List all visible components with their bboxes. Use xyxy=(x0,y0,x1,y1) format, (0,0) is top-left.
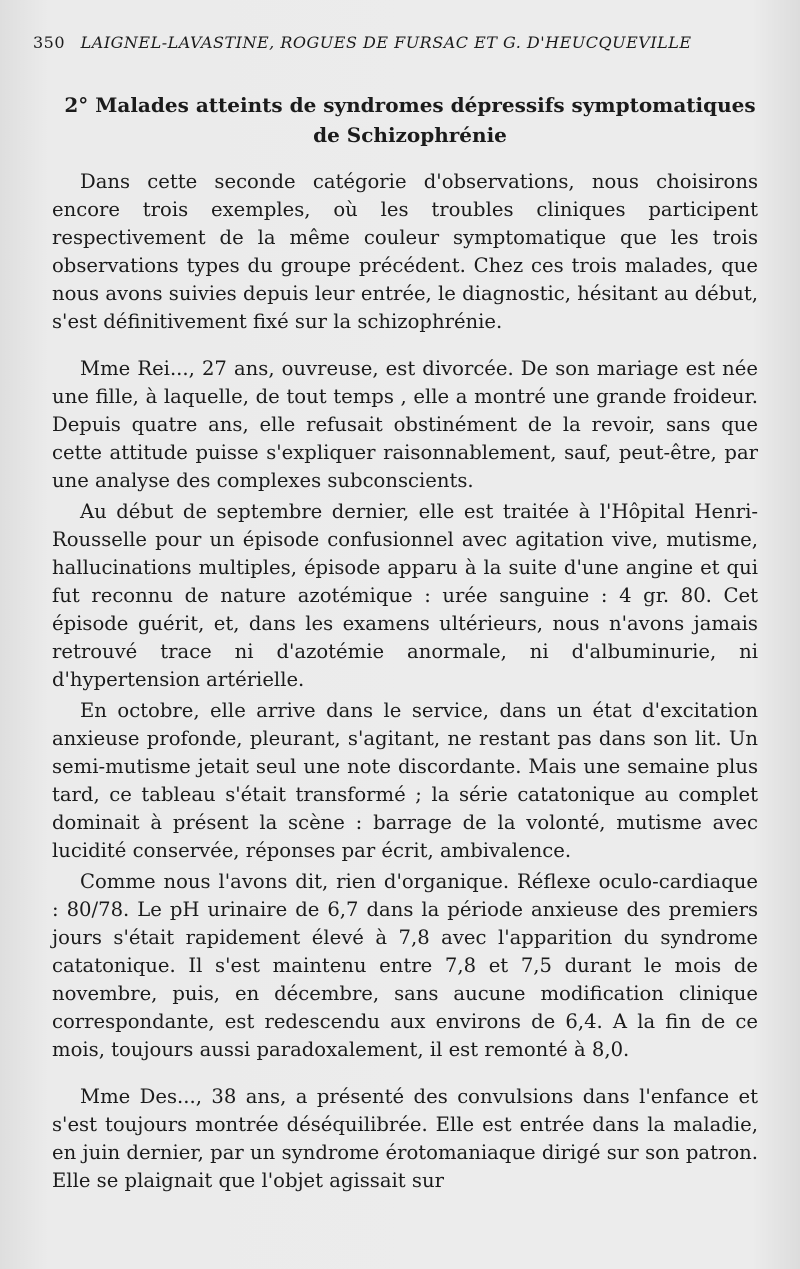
paragraph-intro: Dans cette seconde catégorie d'observations, nous choisirons encore trois exemples, où les troubles cliniques participent respectivement de la même couleur symptomatique que les trois observations types du groupe précédent. Chez ces trois malades, que nous avons suivies depuis leur entrée, le diagnostic, hésitant au début, s'est définitivement fixé sur la schizophrénie. xyxy=(52,170,758,333)
body-text xyxy=(52,168,758,1195)
page-number: 350 xyxy=(33,33,66,52)
running-title: LAIGNEL-LAVASTINE, ROGUES DE FURSAC ET G. D'HEUCQUEVILLE xyxy=(80,33,692,52)
section-heading-line-1: 2° Malades atteints de syndromes dépressifs symptomatiques xyxy=(64,93,756,117)
section-heading xyxy=(40,90,780,150)
paragraph-case-des-1: Mme Des..., 38 ans, a présenté des convulsions dans l'enfance et s'est toujours montrée déséquilibrée. Elle est entrée dans la maladie, en juin dernier, par un syndrome érotomaniaque dirigé sur son patron. Elle se plaignait que l'objet agissait sur xyxy=(52,1085,758,1192)
running-header xyxy=(33,33,763,52)
section-heading-line-2: de Schizophrénie xyxy=(313,123,507,147)
paragraph-case-rei-2: Au début de septembre dernier, elle est traitée à l'Hôpital Henri-Rousselle pour un épisode confusionnel avec agitation vive, mutisme, hallucinations multiples, épisode apparu à la suite d'une angine et qui fut reconnu de nature azotémique : urée sanguine : 4 gr. 80. Cet épisode guérit, et, dans les examens ultérieurs, nous n'avons jamais retrouvé trace ni d'azotémie anormale, ni d'albuminurie, ni d'hypertension artérielle. xyxy=(52,500,758,691)
paragraph-case-rei-1: Mme Rei..., 27 ans, ouvreuse, est divorcée. De son mariage est née une fille, à laquelle, de tout temps , elle a montré une grande froideur. Depuis quatre ans, elle refusait obstinément de la revoir, sans que cette attitude puisse s'expliquer raisonnablement, sauf, peut-être, par une analyse des complexes subconscients. xyxy=(52,357,758,492)
paragraph-case-rei-4: Comme nous l'avons dit, rien d'organique. Réflexe oculo-cardiaque : 80/78. Le pH urinaire de 6,7 dans la période anxieuse des premiers jours s'était rapidement élevé à 7,8 avec l'apparition du syndrome catatonique. Il s'est maintenu entre 7,8 et 7,5 durant le mois de novembre, puis, en décembre, sans aucune modification clinique correspondante, est redescendu aux environs de 6,4. A la fin de ce mois, toujours aussi paradoxalement, il est remonté à 8,0. xyxy=(52,870,758,1061)
paragraph-case-rei-3: En octobre, elle arrive dans le service, dans un état d'excitation anxieuse profonde, pleurant, s'agitant, ne restant pas dans son lit. Un semi-mutisme jetait seul une note discordante. Mais une semaine plus tard, ce tableau s'était transformé ; la série catatonique au complet dominait à présent la scène : barrage de la volonté, mutisme avec lucidité conservée, réponses par écrit, ambivalence. xyxy=(52,699,758,862)
